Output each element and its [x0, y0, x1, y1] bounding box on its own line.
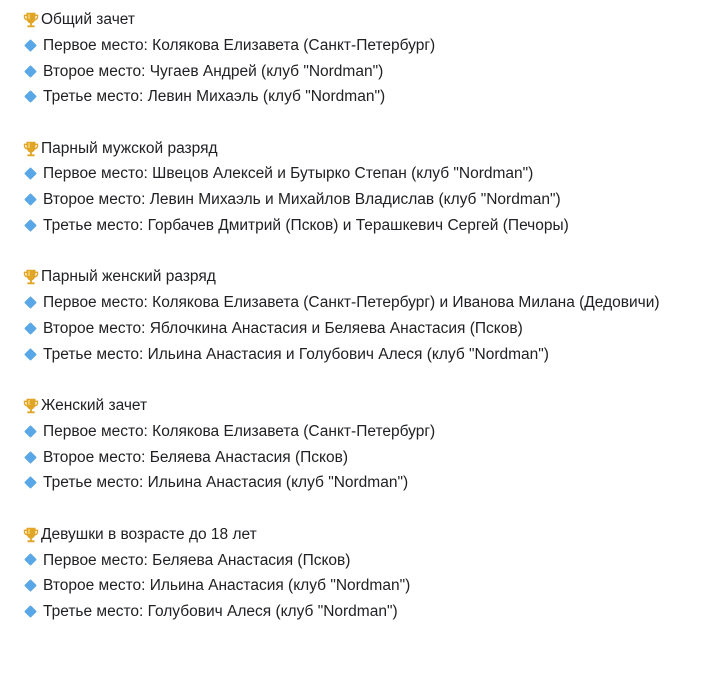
blue-diamond-icon — [24, 219, 37, 232]
blue-diamond-icon — [24, 425, 37, 438]
blue-diamond-icon — [24, 322, 37, 335]
section-men-doubles — [22, 136, 712, 239]
blue-diamond-icon — [24, 348, 37, 361]
blue-diamond-icon — [24, 39, 37, 52]
list-item-text: Второе место: Беляева Анастасия (Псков) — [43, 448, 348, 466]
list-item — [22, 599, 712, 625]
list-item — [22, 161, 712, 187]
blue-diamond-icon — [24, 65, 37, 78]
blue-diamond-icon — [24, 168, 37, 181]
trophy-icon — [22, 268, 40, 286]
section-title-line — [22, 522, 712, 548]
list-item — [22, 59, 712, 85]
list-item-text: Третье место: Левин Михаэль (клуб "Nordman") — [43, 88, 386, 106]
list-item — [22, 187, 712, 213]
section-title: Парный женский разряд — [41, 268, 216, 286]
blue-diamond-icon — [24, 193, 37, 206]
list-item-text: Второе место: Ильина Анастасия (клуб "Nordman") — [43, 577, 411, 595]
section-title-line — [22, 136, 712, 162]
section-title: Женский зачет — [41, 397, 148, 415]
list-item-text: Второе место: Яблочкина Анастасия и Беляева Анастасия (Псков) — [43, 319, 523, 337]
list-item-text: Третье место: Ильина Анастасия и Голубович Алеся (клуб "Nordman") — [43, 345, 549, 363]
blue-diamond-icon — [24, 296, 37, 309]
section-women-singles — [22, 393, 712, 496]
list-item — [22, 342, 712, 368]
results-post — [22, 7, 712, 650]
list-item — [22, 316, 712, 342]
section-title-line — [22, 7, 712, 33]
list-item-text: Первое место: Беляева Анастасия (Псков) — [43, 551, 351, 569]
section-title: Девушки в возрасте до 18 лет — [41, 525, 257, 543]
list-item-text: Второе место: Левин Михаэль и Михайлов Владислав (клуб "Nordman") — [43, 191, 561, 209]
blue-diamond-icon — [24, 554, 37, 567]
list-item — [0, 290, 662, 316]
blue-diamond-icon — [24, 90, 37, 103]
list-item-text: Первое место: Швецов Алексей и Бутырко Степан (клуб "Nordman") — [43, 165, 534, 183]
section-women-doubles — [22, 264, 712, 367]
blue-diamond-icon — [24, 476, 37, 489]
list-item-text: Третье место: Горбачев Дмитрий (Псков) и Терашкевич Сергей (Печоры) — [43, 217, 569, 235]
list-item — [22, 573, 712, 599]
list-item-text: Третье место: Голубович Алеся (клуб "Nordman") — [43, 603, 398, 621]
trophy-icon — [22, 11, 40, 29]
list-item — [22, 419, 712, 445]
list-item-text: Первое место: Колякова Елизавета (Санкт-Петербург) — [43, 36, 436, 54]
trophy-icon — [22, 397, 40, 415]
list-item — [22, 33, 712, 59]
blue-diamond-icon — [24, 579, 37, 592]
list-item — [22, 213, 712, 239]
section-overall — [22, 7, 712, 110]
list-item-text: Второе место: Чугаев Андрей (клуб "Nordman") — [43, 62, 384, 80]
list-item-text: Первое место: Колякова Елизавета (Санкт-Петербург) — [43, 422, 436, 440]
list-item — [22, 548, 712, 574]
list-item-text: Третье место: Ильина Анастасия (клуб "Nordman") — [43, 474, 409, 492]
trophy-icon — [22, 526, 40, 544]
trophy-icon — [22, 140, 40, 158]
list-item — [22, 445, 712, 471]
blue-diamond-icon — [24, 451, 37, 464]
list-item — [22, 470, 712, 496]
blue-diamond-icon — [24, 605, 37, 618]
list-item — [22, 84, 712, 110]
section-title-line — [22, 264, 712, 290]
section-title: Парный мужской разряд — [41, 139, 218, 157]
section-girls-under-18 — [22, 522, 712, 625]
list-item-text: Первое место: Колякова Елизавета (Санкт-Петербург) и Иванова Милана (Дедовичи) — [43, 294, 660, 312]
section-title: Общий зачет — [41, 11, 135, 28]
section-title-line — [22, 393, 712, 419]
